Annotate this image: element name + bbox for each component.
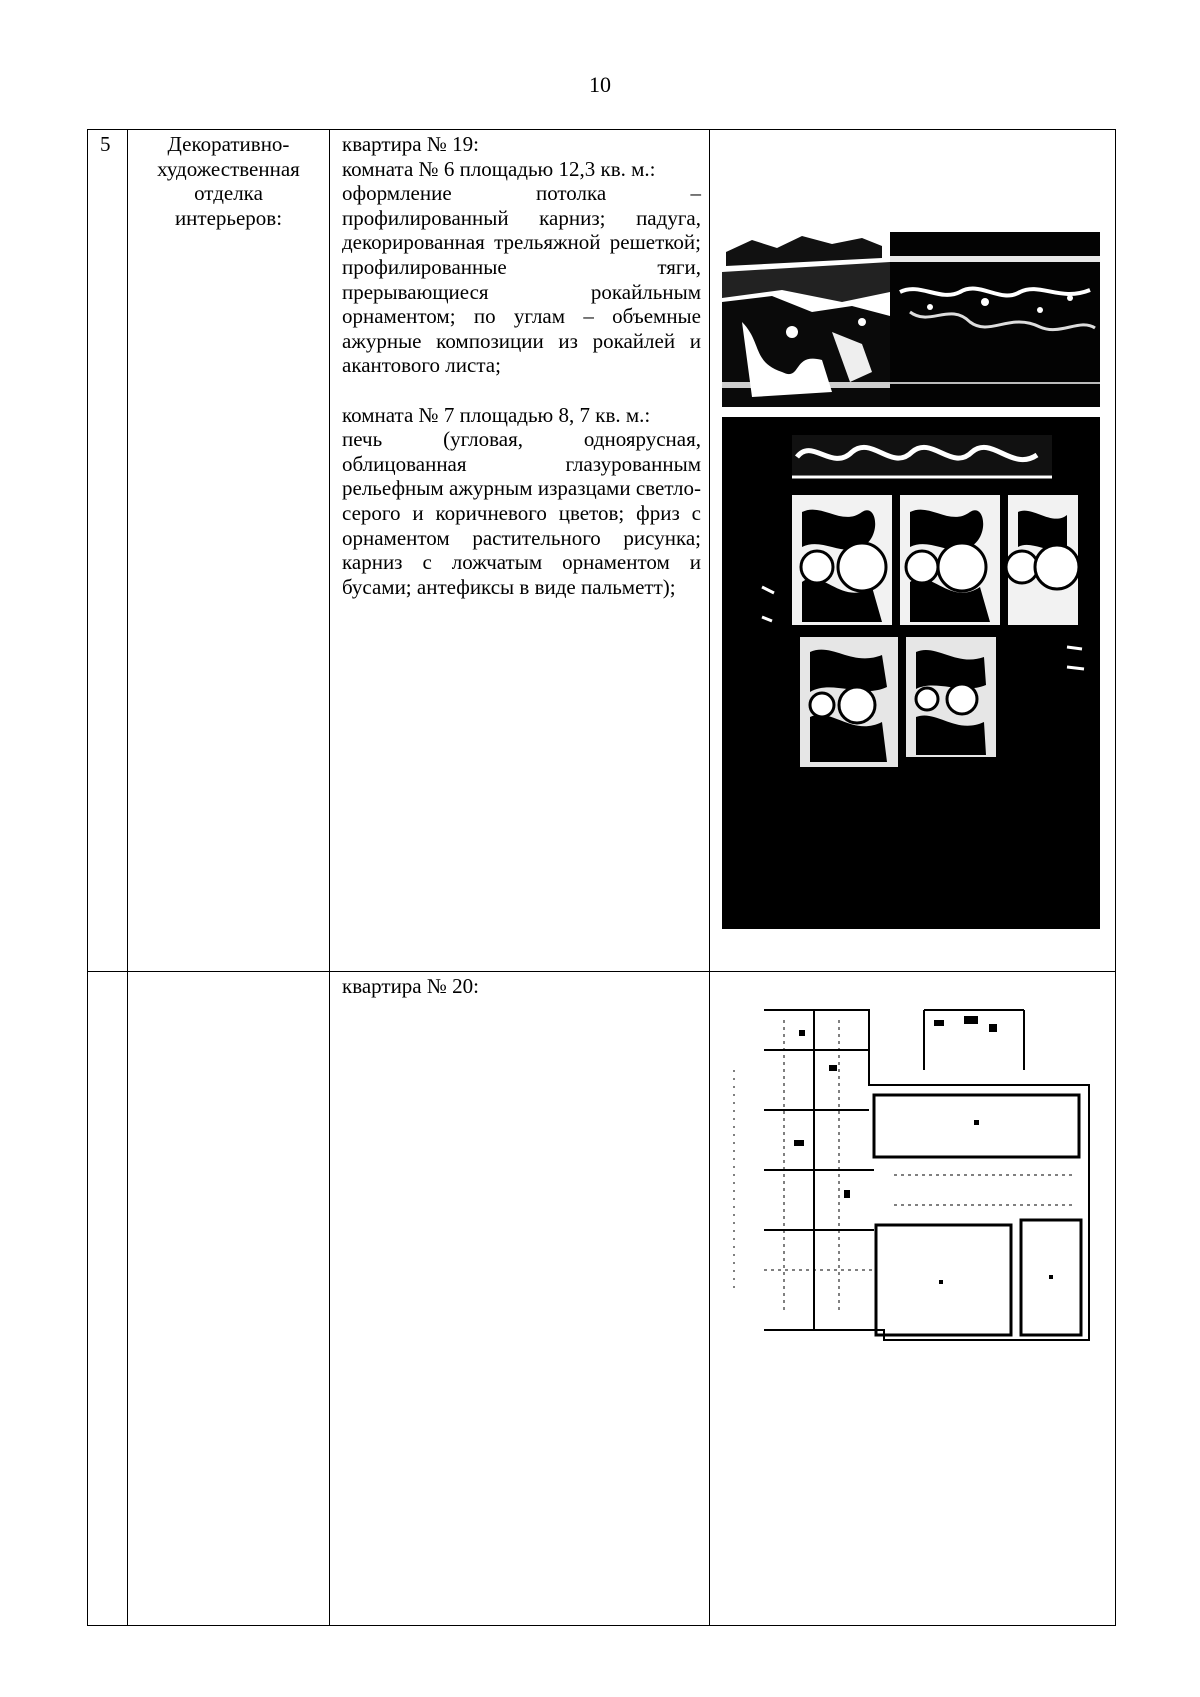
tiled-stove-photo [722,417,1100,929]
image-cell [710,972,1116,1626]
apartment-heading: квартира № 19: [342,132,479,156]
description-cell [330,972,710,1626]
category-line: художественная [157,156,300,181]
table-row [88,972,1116,1626]
ceiling-cornice-photo-right [890,232,1100,407]
table-row [88,130,1116,972]
category-line: интерьеров: [174,205,283,230]
object-description-table [87,129,1116,1626]
apartment-floor-plan [724,990,1104,1370]
row-number-cell [88,130,128,972]
room-description: печь (угловая, одноярусная, облицованная глазурованным рельефным ажурным изразцами светло-серого и коричневого цветов; фриз с орнаментом растительного рисунка; карниз с ложчатым орнаментом и бусами; антефиксы в виде пальметт); [342,427,701,599]
page-number: 10 [589,72,611,97]
room-heading: комната № 6 площадью 12,3 кв. м.: [342,156,656,181]
room-heading: комната № 7 площадью 8, 7 кв. м.: [342,402,651,427]
category-cell [128,130,330,972]
category-line: отделка [194,181,263,206]
room-description: оформление потолка – профилированный карниз; падуга, декорированная трельяжной решеткой; профилированные тяги, прерывающиеся рокайльным орнаментом; по углам – объемные ажурные композиции из рокайлей и акантового листа; [342,181,701,378]
category-cell [128,972,330,1626]
description-cell [330,130,710,972]
row-number-cell [88,972,128,1626]
ceiling-cornice-photo-left [722,232,890,407]
category-line: Декоративно- [167,132,290,156]
row-number: 5 [100,132,111,156]
image-cell [710,130,1116,972]
apartment-heading: квартира № 20: [342,974,479,998]
